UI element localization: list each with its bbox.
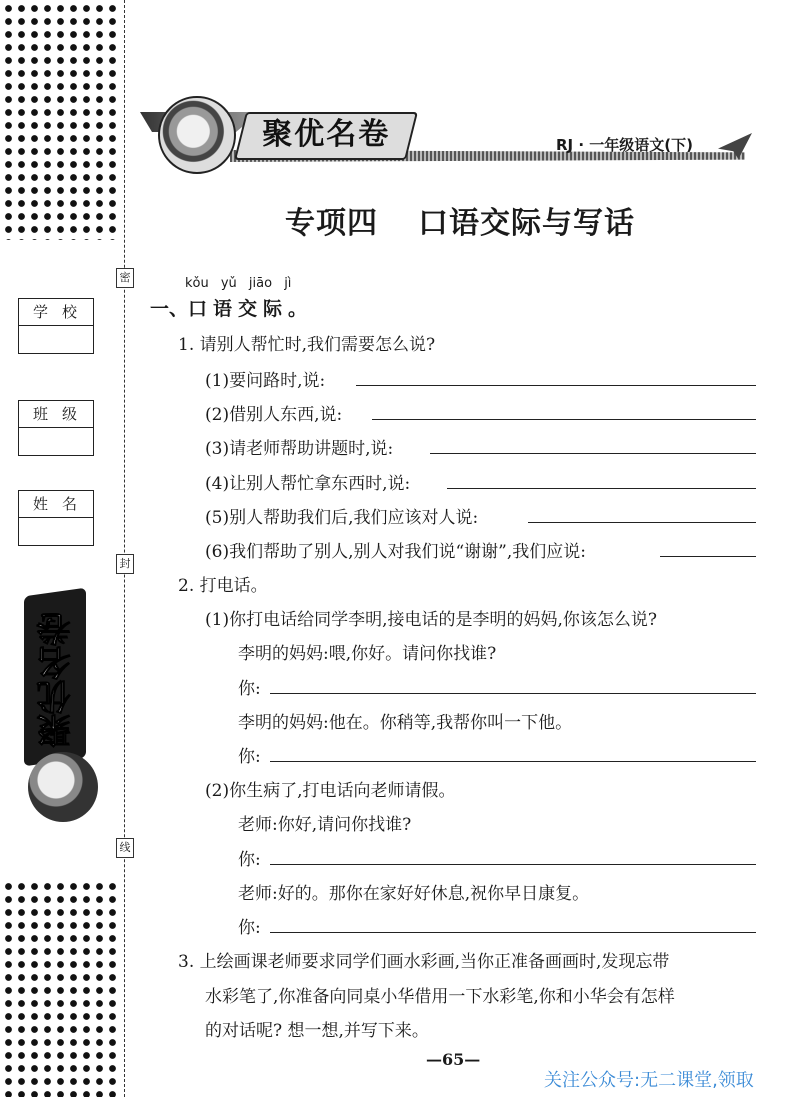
section-prefix: 一、 bbox=[150, 298, 189, 320]
class-input-area[interactable] bbox=[19, 428, 93, 455]
seal-word-feng: 封 bbox=[116, 554, 134, 574]
seal-word-mi: 密 bbox=[116, 268, 134, 288]
section-suffix: 。 bbox=[288, 298, 308, 320]
school-field bbox=[18, 298, 94, 354]
q1-answer-line-4[interactable] bbox=[447, 488, 756, 489]
side-cube-emblem-icon bbox=[28, 752, 98, 822]
q1-answer-line-3[interactable] bbox=[430, 453, 756, 454]
seal-word-xian: 线 bbox=[116, 838, 134, 858]
q2-dialog-2: 李明的妈妈:他在。你稍等,我帮你叫一下他。 bbox=[238, 713, 573, 733]
section-heading: 口语交际 bbox=[188, 298, 289, 320]
q2-stem: 2. 打电话。 bbox=[178, 576, 268, 596]
q2-you-label-2: 你: bbox=[238, 747, 261, 767]
name-field bbox=[18, 490, 94, 546]
section-title bbox=[150, 294, 307, 321]
q2-answer-line-3[interactable] bbox=[270, 864, 756, 865]
cube-emblem-icon bbox=[158, 96, 236, 174]
q2-answer-line-4[interactable] bbox=[270, 932, 756, 933]
q1-answer-line-6[interactable] bbox=[660, 556, 756, 557]
class-label: 班级 bbox=[19, 401, 93, 428]
side-brand-text: 聚优名卷 bbox=[37, 612, 77, 748]
q1-answer-line-2[interactable] bbox=[372, 419, 756, 420]
q2-answer-line-2[interactable] bbox=[270, 761, 756, 762]
school-input-area[interactable] bbox=[19, 326, 93, 353]
q1-item-4: (4)让别人帮忙拿东西时,说: bbox=[205, 474, 411, 494]
q3-line-3: 的对话呢? 想一想,并写下来。 bbox=[205, 1021, 429, 1041]
q2-you-label-4: 你: bbox=[238, 918, 261, 938]
q2-dialog-4: 老师:好的。那你在家好好休息,祝你早日康复。 bbox=[238, 884, 590, 904]
q1-answer-line-5[interactable] bbox=[528, 522, 756, 523]
q1-item-2: (2)借别人东西,说: bbox=[205, 405, 343, 425]
decorative-dot-pattern-bottom bbox=[0, 878, 118, 1097]
name-label: 姓名 bbox=[19, 491, 93, 518]
q2-dialog-1: 李明的妈妈:喂,你好。请问你找谁? bbox=[238, 644, 497, 664]
section-pinyin: kǒu yǔ jiāo jì bbox=[185, 276, 292, 291]
page-number: —65— bbox=[426, 1050, 481, 1069]
watermark-text: 关注公众号:无二课堂,领取 bbox=[544, 1070, 754, 1091]
q2-dialog-3: 老师:你好,请问你找谁? bbox=[238, 815, 412, 835]
page-title-part1: 专项四 bbox=[285, 206, 378, 241]
q3-line-1: 3. 上绘画课老师要求同学们画水彩画,当你正准备画画时,发现忘带 bbox=[178, 952, 670, 972]
q1-answer-line-1[interactable] bbox=[356, 385, 756, 386]
name-input-area[interactable] bbox=[19, 518, 93, 545]
q2-sub1: (1)你打电话给同学李明,接电话的是李明的妈妈,你该怎么说? bbox=[205, 610, 658, 630]
q1-item-3: (3)请老师帮助讲题时,说: bbox=[205, 439, 394, 459]
q1-stem: 1. 请别人帮忙时,我们需要怎么说? bbox=[178, 335, 436, 355]
seal-dashed-line bbox=[124, 0, 125, 1097]
class-field bbox=[18, 400, 94, 456]
page-title bbox=[0, 198, 800, 242]
q1-item-6: (6)我们帮助了别人,别人对我们说“谢谢”,我们应说: bbox=[205, 542, 586, 562]
q1-item-1: (1)要问路时,说: bbox=[205, 371, 326, 391]
q2-you-label-1: 你: bbox=[238, 679, 261, 699]
school-label: 学校 bbox=[19, 299, 93, 326]
q2-you-label-3: 你: bbox=[238, 850, 261, 870]
banner-brand bbox=[234, 112, 418, 160]
q3-line-2: 水彩笔了,你准备向同桌小华借用一下水彩笔,你和小华会有怎样 bbox=[205, 987, 675, 1007]
q2-sub2: (2)你生病了,打电话向老师请假。 bbox=[205, 781, 456, 801]
banner-subtitle: RJ · 一年级语文(下) bbox=[556, 136, 693, 154]
page-title-part2: 口语交际与写话 bbox=[418, 206, 635, 241]
q2-answer-line-1[interactable] bbox=[270, 693, 756, 694]
banner-brand-text: 聚优名卷 bbox=[262, 117, 391, 152]
q1-item-5: (5)别人帮助我们后,我们应该对人说: bbox=[205, 508, 479, 528]
